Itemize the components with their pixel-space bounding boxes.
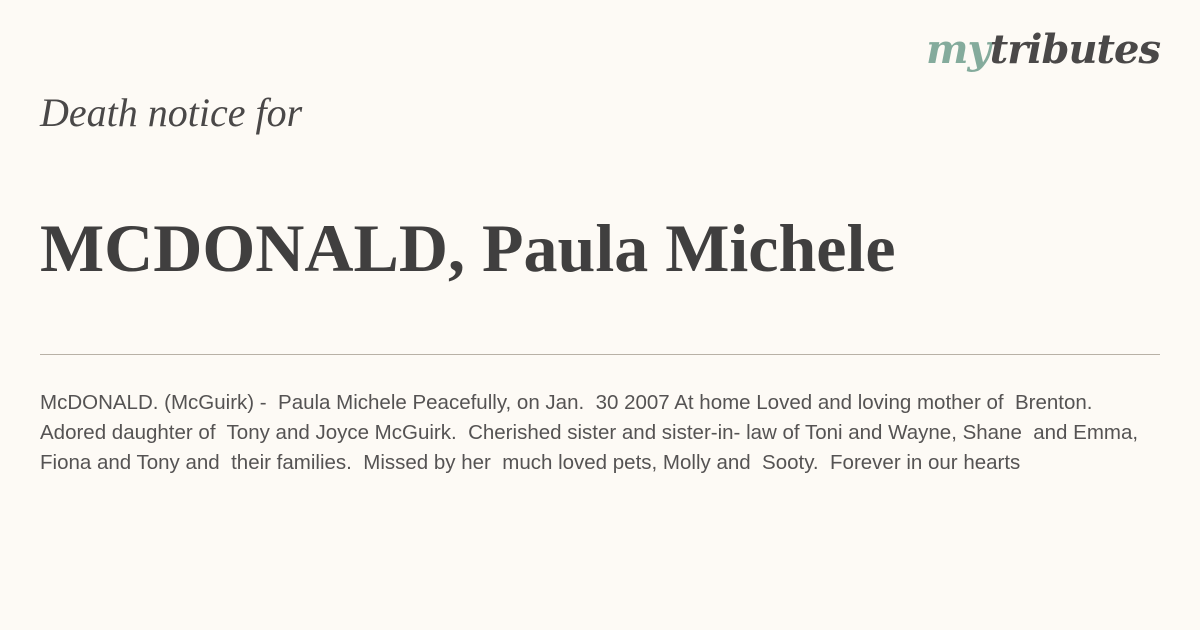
death-notice-label: Death notice for [40,90,303,135]
divider [40,354,1160,355]
notice-body-text: McDONALD. (McGuirk) - Paula Michele Peacefully, on Jan. 30 2007 At home Loved and loving mother of Brenton. Adored daughter of Tony and Joyce McGuirk. Cherished sister and sister-in- law of Toni and Wayne, Shane and Emma, Fiona and Tony and their families. Missed by her much loved pets, Molly and Sooty. Forever in our hearts [40,391,1144,474]
logo-my-text: my [926,26,990,73]
logo-tributes-text: tributes [989,26,1160,73]
mytributes-logo[interactable] [926,26,1160,73]
deceased-name: MCDONALD, Paula Michele [40,210,896,286]
